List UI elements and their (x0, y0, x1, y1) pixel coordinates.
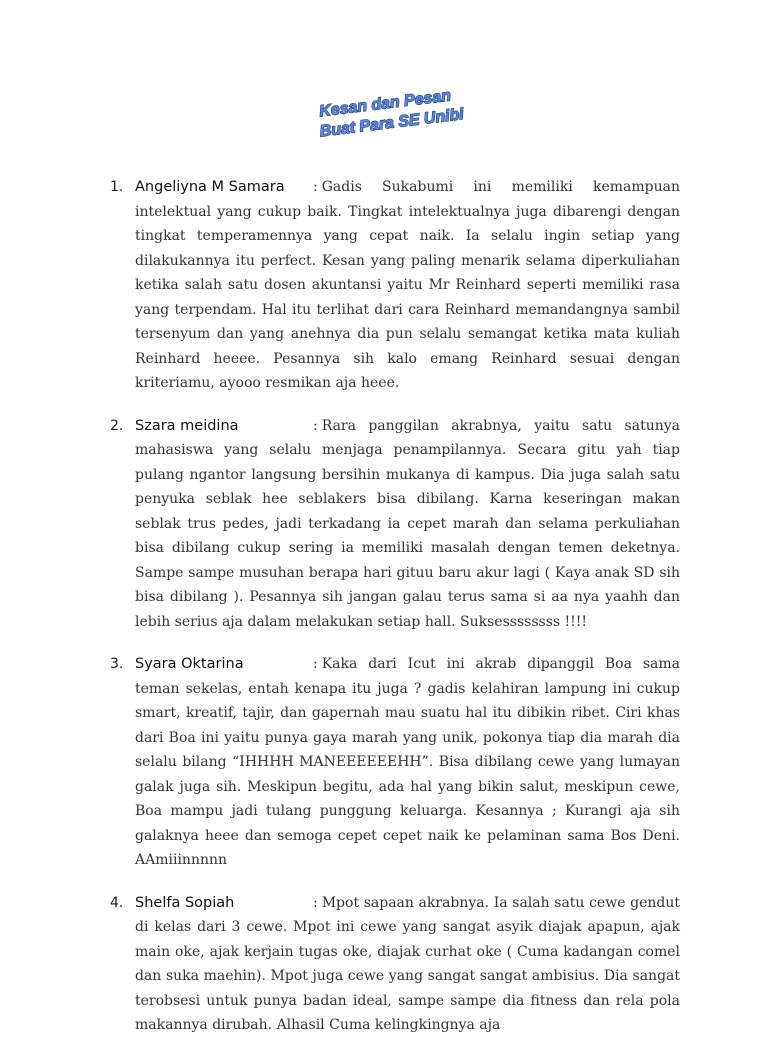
numbered-list (110, 175, 680, 1056)
item-description: Gadis Sukabumi ini memiliki kemampuan intelektual yang cukup baik. Tingkat intelektualnya juga dibarengi dengan tingkat temperamennya yang cepat naik. Ia selalu ingin setiap yang dilakukannya itu perfect. Kesan yang paling menarik selama diperkuliahan ketika salah satu dosen akuntansi yaitu Mr Reinhard seperti memiliki rasa yang terpendam. Hal itu terlihat dari cara Reinhard memandangnya sambil tersenyum dan yang anehnya dia pun selalu semangat ketika mata kuliah Reinhard heeee. Pesannya sih kalo emang Reinhard sesuai dengan kriteriamu, ayooo resmikan aja heee. (135, 179, 680, 391)
separator-colon: : (313, 656, 318, 672)
item-paragraph (135, 414, 680, 635)
item-description: Mpot sapaan akrabnya. Ia salah satu cewe gendut di kelas dari 3 cewe. Mpot ini cewe yang sangat asyik diajak apapun, ajak main oke, ajak kerjain tugas oke, diajak curhat oke ( Cuma kadangan comel dan suka maehin). Mpot juga cewe yang sangat sangat ambisius. Dia sangat terobsesi untuk punya badan ideal, sampe sampe dia fitness dan rela pola makannya dirubah. Alhasil Cuma kelingkingnya aja (135, 894, 680, 1033)
title-line-1: Kesan dan Pesan (318, 88, 452, 121)
wordart-title (314, 88, 464, 138)
list-item (110, 175, 680, 396)
person-name: Shelfa Sopiah (135, 894, 235, 911)
person-name: Syara Oktarina (135, 656, 244, 672)
item-description: Rara panggilan akrabnya, yaitu satu satunya mahasiswa yang selalu menjaga penampilannya. Secara gitu yah tiap pulang ngantor langsung bersihin mukanya di kampus. Dia juga salah satu penyuka seblak hee seblakers bisa dibilang. Karna keseringan makan seblak trus pedes, jadi terkadang ia cepet marah dan selama perkuliahan bisa dibilang cukup sering ia memiliki masalah dengan temen deketnya. Sampe sampe musuhan berapa hari gituu baru akur lagi ( Kaya anak SD sih bisa dibilang ). Pesannya sih jangan galau terus sama si aa nya yaahh dan lebih serius aja dalam melakukan setiap hall. Suksessssssss !!!! (135, 417, 680, 630)
separator-colon: : (313, 894, 318, 911)
separator-colon: : (313, 179, 318, 195)
item-description: Kaka dari Icut ini akrab dipanggil Boa sama teman sekelas, entah kenapa itu juga ? gadis kelahiran lampung ini cukup smart, kreatif, tajir, dan gapernah mau suatu hal itu dibikin ribet. Ciri khas dari Boa ini yaitu punya gaya marah yang unik, pokonya tiap dia marah dia selalu bilang “IHHHH MANEEEEEEHH”. Bisa dibilang cewe yang lumayan galak juga sih. Meskipun begitu, ada hal yang bikin salut, meskipun cewe, Boa mampu jadi tulang punggung keluarga. Kesannya ; Kurangi aja sih galaknya heee dan semoga cepet cepet naik ke pelaminan sama Bos Deni. AAmiiinnnnn (135, 656, 680, 868)
person-name: Angeliyna M Samara (135, 179, 285, 195)
item-paragraph (135, 652, 680, 873)
item-number: 4. (110, 894, 124, 911)
list-item (110, 414, 680, 635)
item-number: 2. (110, 417, 124, 434)
separator-colon: : (313, 417, 318, 434)
item-number: 1. (110, 179, 124, 195)
title-line-2: Buat Para SE Unibi (318, 105, 464, 138)
item-paragraph (135, 891, 680, 1038)
list-item (110, 891, 680, 1038)
item-paragraph (135, 175, 680, 396)
item-number: 3. (110, 656, 124, 672)
person-name: Szara meidina (135, 417, 239, 434)
wordart-title-graphic (314, 88, 464, 138)
list-item (110, 652, 680, 873)
